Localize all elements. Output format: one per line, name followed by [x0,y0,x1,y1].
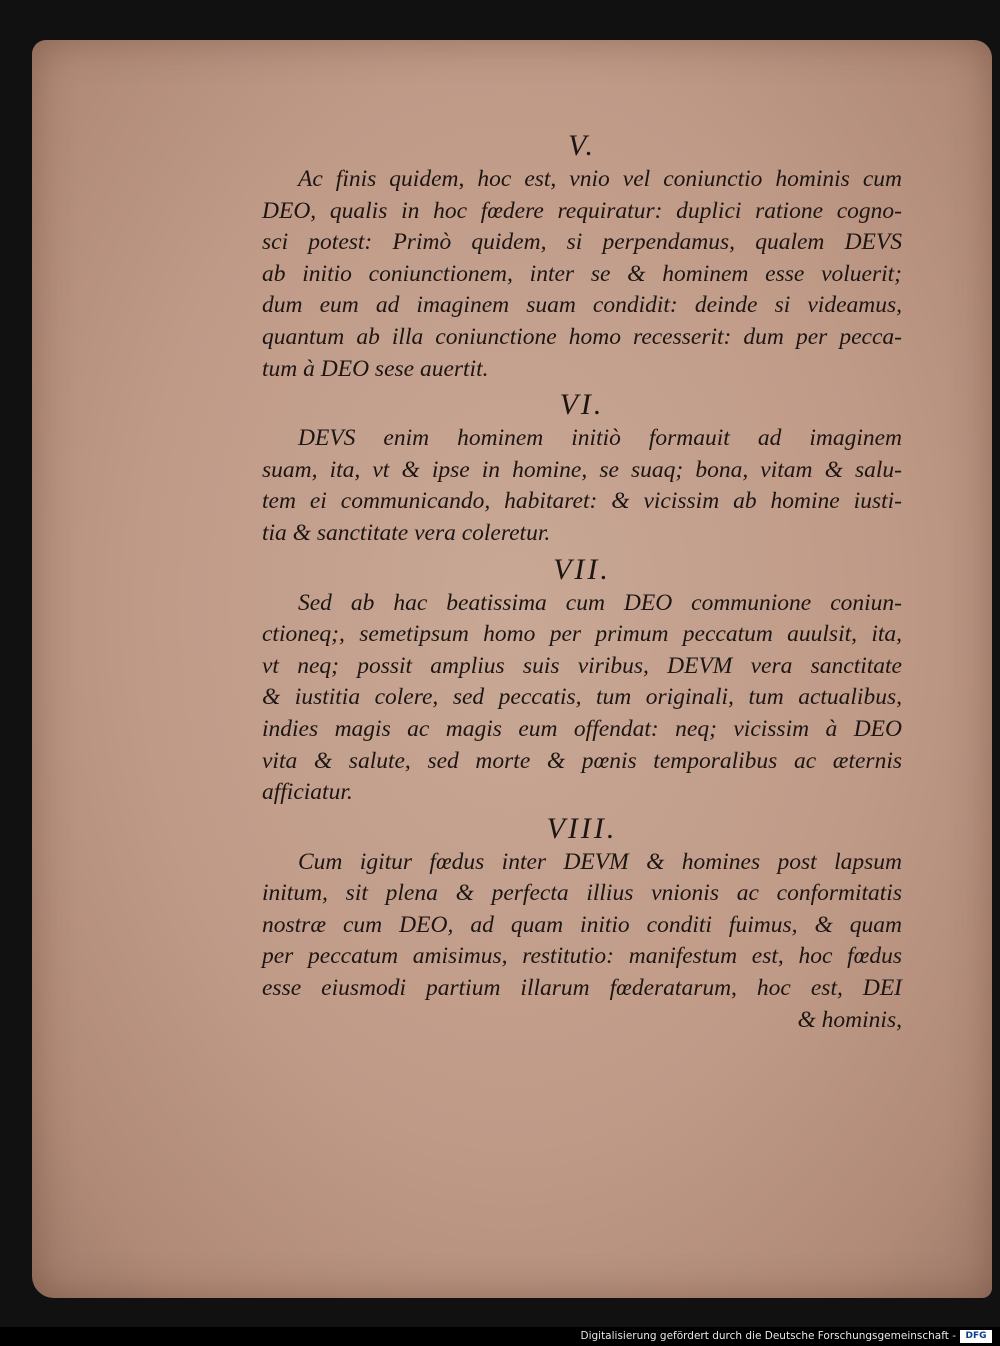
text-line: tem ei communicando, habitaret: & vicissim ab homine iusti- [262,488,902,515]
section-heading: VI. [559,388,605,422]
text-line: initum, sit plena & perfecta illius vnionis ac conformitatis [262,880,902,907]
paragraph [262,847,902,1037]
paragraph [262,423,902,549]
text-line: tia & sanctitate vera coleretur. [262,519,551,546]
text-line: suam, ita, vt & ipse in homine, se suaq; bona, vitam & salu- [262,456,902,483]
text-line: & iustitia colere, sed peccatis, tum originali, tum actualibus, [262,684,902,711]
text-line: sci potest: Primò quidem, si perpendamus, qualem DEVS [262,229,902,256]
section-heading: V. [568,129,596,162]
text-line: DEO, qualis in hoc fœdere requiratur: duplici ratione cogno- [262,197,902,224]
text-line: Cum igitur fœdus inter DEVM & homines post lapsum [298,848,902,875]
text-line: afficiatur. [262,779,353,806]
section-heading: VIII. [546,811,618,845]
paragraph [262,588,902,809]
text-line: Ac finis quidem, hoc est, vnio vel coniunctio hominis cum [298,166,902,192]
text-line: dum eum ad imaginem suam condidit: deinde si videamus, [262,292,902,319]
text-line: per peccatum amisimus, restitutio: manifestum est, hoc fœdus [262,943,902,970]
text-line: DEVS enim hominem initiò formauit ad imaginem [298,425,902,452]
paragraph [262,164,902,385]
text-line: ctioneq;, semetipsum homo per primum peccatum auulsit, ita, [262,621,902,648]
text-line: indies magis ac magis eum offendat: neq; vicissim à DEO [262,715,902,742]
text-line: nostræ cum DEO, ad quam initio conditi fuimus, & quam [262,911,902,938]
text-line: esse eiusmodi partium illarum fœderatarum, hoc est, DEI [262,975,902,1002]
catchword-line: & hominis, [797,1006,902,1033]
section-heading: VII. [553,552,611,586]
text-line: quantum ab illa coniunctione homo recesserit: dum per pecca- [262,323,902,350]
funding-notice: Digitalisierung gefördert durch die Deutsche Forschungsgemeinschaft - [580,1330,956,1342]
text-line: Sed ab hac beatissima cum DEO communione coniun- [298,589,902,616]
text-line: tum à DEO sese auertit. [262,355,489,382]
footer-bar [0,1327,1000,1346]
text-line: ab initio coniunctionem, inter se & hominem esse voluerit; [262,260,902,287]
page-text [262,128,902,1036]
text-line: vt neq; possit amplius suis viribus, DEVM vera sanctitate [262,652,902,679]
text-line: vita & salute, sed morte & pœnis temporalibus ac æternis [262,747,902,774]
dfg-logo-icon: DFG [960,1330,992,1343]
